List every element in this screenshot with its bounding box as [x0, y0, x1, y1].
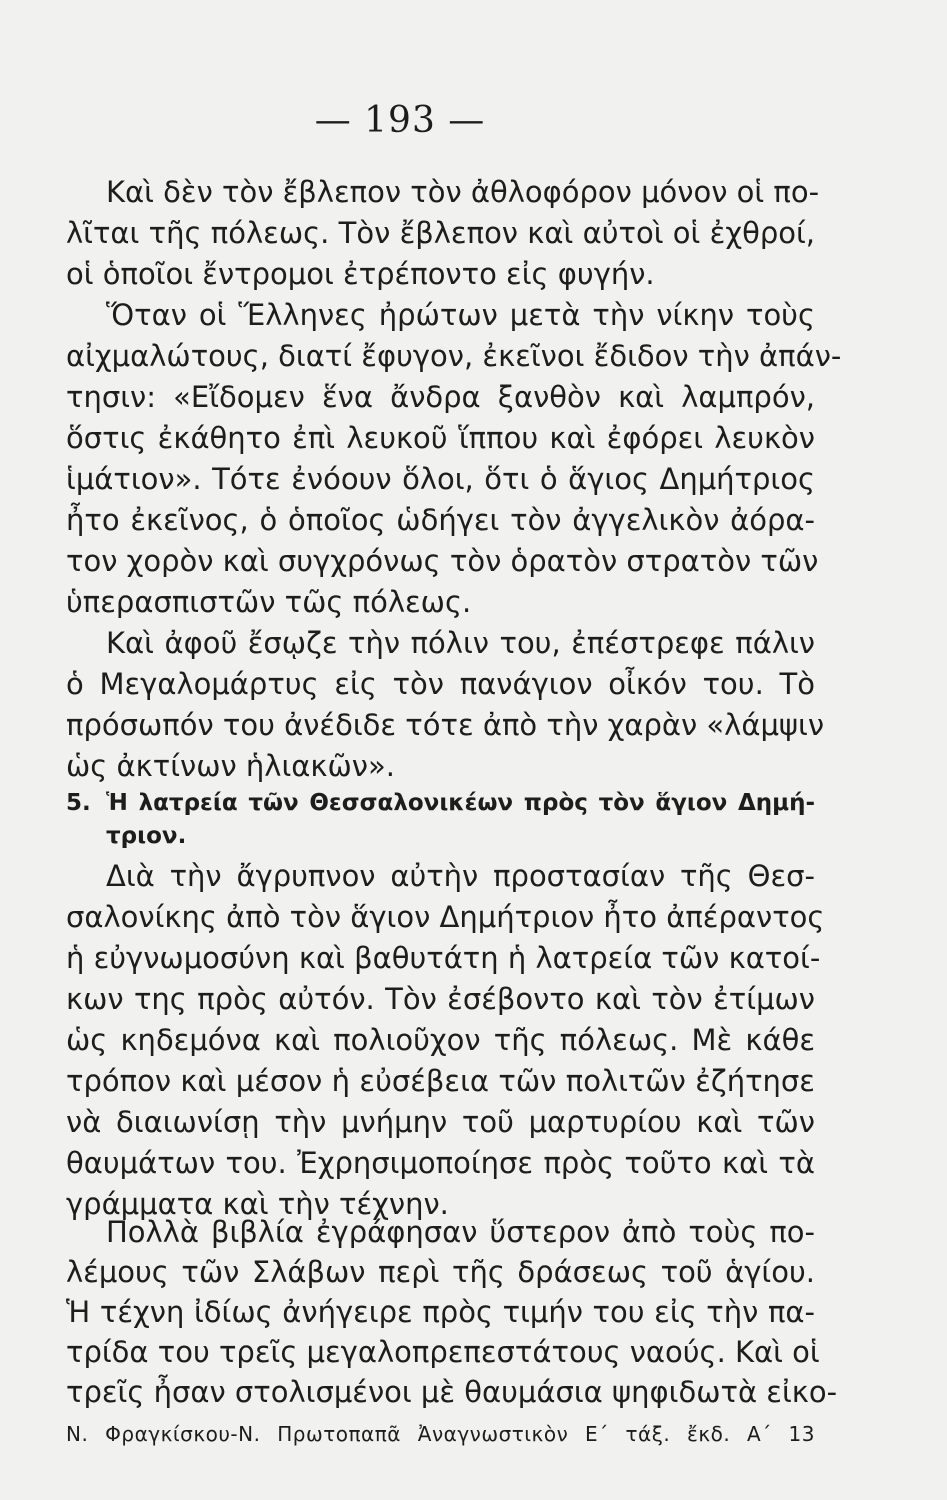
text-line: πρόσωπόν του ἀνέδιδε τότε ἀπὸ τὴν χαρὰν «λάμψιν	[66, 708, 825, 742]
text-line: Πολλὰ βιβλία ἐγράφησαν ὕστερον ἀπὸ τοὺς πο-	[106, 1215, 815, 1249]
text-line: ἡ εὐγνωμοσύνη καὶ βαθυτάτη ἡ λατρεία τῶν κατοί-	[66, 941, 821, 975]
text-line: λῖται τῆς πόλεως. Τὸν ἔβλεπον καὶ αὐτοὶ οἱ ἐχθροί,	[66, 216, 815, 250]
text-line: ἦτο ἐκεῖνος, ὁ ὁποῖος ὡδήγει τὸν ἀγγελικὸν ἀόρα-	[66, 503, 815, 537]
text-line: τρίδα του τρεῖς μεγαλοπρεπεστάτους ναούς. Καὶ οἱ	[66, 1335, 820, 1369]
text-line: Καὶ ἀφοῦ ἔσῳζε τὴν πόλιν του, ἐπέστρεφε πάλιν	[106, 626, 815, 660]
text-line: οἱ ὁποῖοι ἔντρομοι ἐτρέποντο εἰς φυγήν.	[66, 257, 655, 291]
text-line: ὅστις ἐκάθητο ἐπὶ λευκοῦ ἵππου καὶ ἐφόρει λευκὸν	[66, 421, 815, 455]
section-title-continuation: τριον.	[106, 823, 187, 849]
text-line: αἰχμαλώτους, διατί ἔφυγον, ἐκεῖνοι ἔδιδον τὴν ἀπάν-	[66, 339, 842, 373]
text-line: ὡς ἀκτίνων ἡλιακῶν».	[66, 749, 395, 783]
text-line: νὰ διαιωνίσῃ τὴν μνήμην τοῦ μαρτυρίου καὶ τῶν	[66, 1105, 815, 1139]
text-line: τρεῖς ἦσαν στολισμένοι μὲ θαυμάσια ψηφιδωτὰ εἰκο-	[66, 1375, 838, 1409]
text-line: θαυμάτων του. Ἐχρησιμοποίησε πρὸς τοῦτο καὶ τὰ	[66, 1146, 815, 1180]
text-line: κων της πρὸς αὐτόν. Τὸν ἐσέβοντο καὶ τὸν ἐτίμων	[66, 982, 815, 1016]
section-heading-line	[66, 786, 815, 820]
text-line: τρόπον καὶ μέσον ἡ εὐσέβεια τῶν πολιτῶν ἐζήτησε	[66, 1064, 815, 1098]
section-heading-line	[66, 819, 815, 853]
text-line: σαλονίκης ἀπὸ τὸν ἅγιον Δημήτριον ἦτο ἀπέραντος	[66, 900, 825, 934]
text-line: Ἡ τέχνη ἰδίως ἀνήγειρε πρὸς τιμήν του εἰς τὴν πα-	[66, 1295, 815, 1329]
footer-signature: Ν. Φραγκίσκου-Ν. Πρωτοπαπᾶ Ἀναγνωστικὸν Ε΄ τάξ. ἔκδ. Α΄ 13	[66, 1422, 815, 1446]
text-line: ὁ Μεγαλομάρτυς εἰς τὸν πανάγιον οἶκόν του. Τὸ	[66, 667, 815, 701]
text-line: ὡς κηδεμόνα καὶ πολιοῦχον τῆς πόλεως. Μὲ κάθε	[66, 1023, 815, 1057]
page-number: — 193 —	[314, 100, 486, 141]
text-line: γράμματα καὶ τὴν τέχνην.	[66, 1187, 449, 1221]
text-line: ὑπερασπιστῶν τῶς πόλεως.	[66, 585, 472, 619]
text-line: ἱμάτιον». Τότε ἐνόουν ὅλοι, ὅτι ὁ ἅγιος Δημήτριος	[66, 462, 815, 496]
text-line: Ὅταν οἱ Ἕλληνες ἠρώτων μετὰ τὴν νίκην τοὺς	[106, 298, 815, 332]
text-line: Καὶ δὲν τὸν ἔβλεπον τὸν ἀθλοφόρον μόνον οἱ πο-	[106, 175, 820, 209]
text-line: Διὰ τὴν ἄγρυπνον αὐτὴν προστασίαν τῆς Θεσ-	[106, 859, 815, 893]
text-line: τησιν: «Εἴδομεν ἕνα ἄνδρα ξανθὸν καὶ λαμπρόν,	[66, 380, 815, 414]
text-line: τον χορὸν καὶ συγχρόνως τὸν ὁρατὸν στρατὸν τῶν	[66, 544, 819, 578]
section-title: Ἡ λατρεία τῶν Θεσσαλονικέων πρὸς τὸν ἅγιον Δημή-	[106, 790, 815, 816]
text-line: λέμους τῶν Σλάβων περὶ τῆς δράσεως τοῦ ἁγίου.	[66, 1255, 815, 1289]
section-number: 5.	[66, 790, 91, 816]
